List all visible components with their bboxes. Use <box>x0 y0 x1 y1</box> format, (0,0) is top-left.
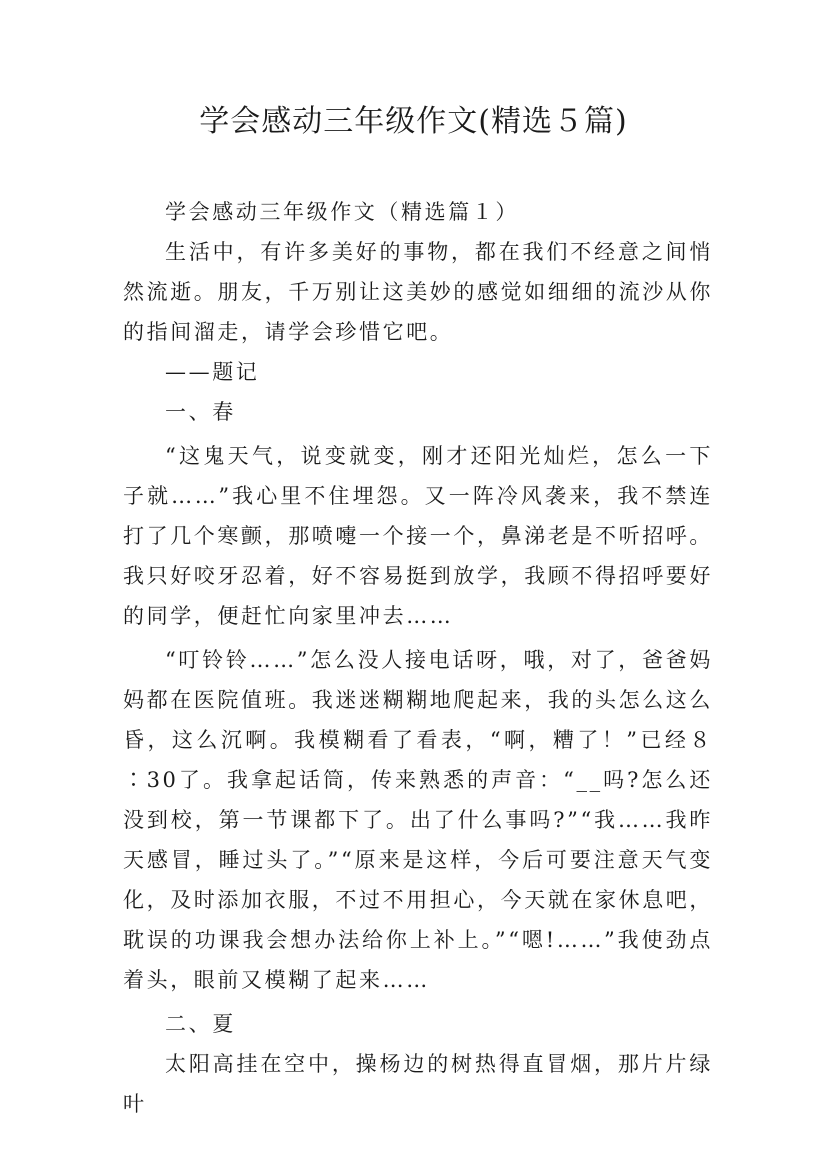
body-paragraph: 太阳高挂在空中，操杨边的树热得直冒烟，那片片绿叶 <box>123 1052 713 1116</box>
document-title: 学会感动三年级作文(精选５篇) <box>199 104 628 139</box>
body-paragraph: 生活中，有许多美好的事物，都在我们不经意之间悄然流逝。朋友，千万别让这美妙的感觉如细细的流沙从你的指间溜走，请学会珍惜它吧。 <box>123 240 713 344</box>
section-heading: 学会感动三年级作文（精选篇１） <box>165 200 519 224</box>
body-paragraph: “叮铃铃……”怎么没人接电话呀，哦，对了，爸爸妈妈都在医院值班。我迷迷糊糊地爬起来，我的头怎么这么昏，这么沉啊。我模糊看了看表，“啊，糟了！”已经８∶30了。我拿起话筒，传来熟悉的声音：“__吗?怎么还没到校，第一节课都下了。出了什么事吗?”“我……我昨天感冒，睡过头了。”“原来是这样，今后可要注意天气变化，及时添加衣服，不过不用担心，今天就在家休息吧，耽误的功课我会想办法给你上补上。”“嗯!……”我使劲点着头，眼前又模糊了起来…… <box>123 648 713 992</box>
document-body <box>123 192 713 1124</box>
subsection-heading-summer: 二、夏 <box>165 1012 236 1036</box>
epigraph-attribution: ——题记 <box>165 360 260 384</box>
subsection-heading-spring: 一、春 <box>165 400 236 424</box>
body-paragraph: “这鬼天气，说变就变，刚才还阳光灿烂，怎么一下子就……”我心里不住埋怨。又一阵冷风袭来，我不禁连打了几个寒颤，那喷嚏一个接一个，鼻涕老是不听招呼。我只好咬牙忍着，好不容易挺到放学，我顾不得招呼要好的同学，便赶忙向家里冲去…… <box>123 444 713 628</box>
